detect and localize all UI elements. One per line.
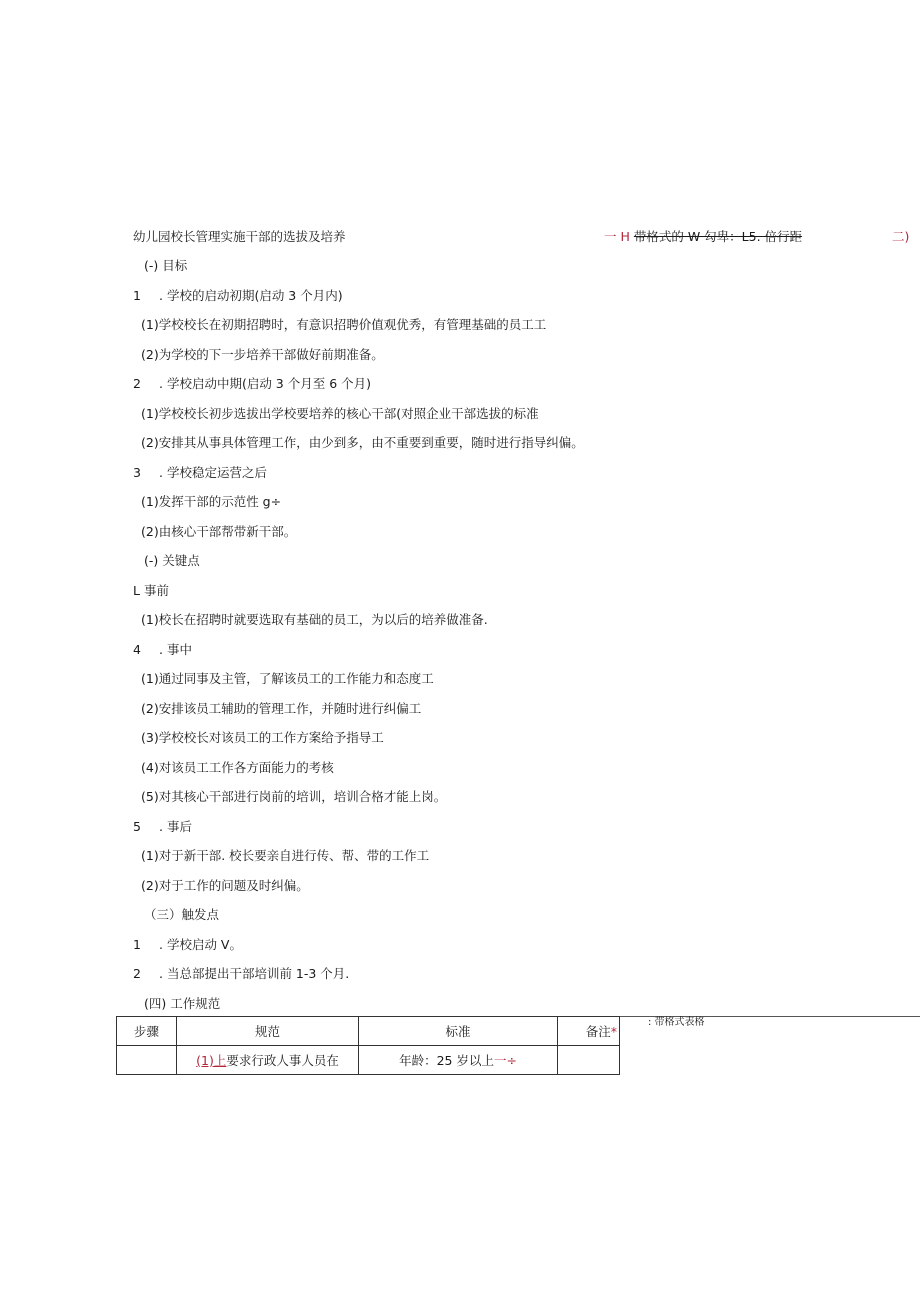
list-number: 3 — [133, 465, 141, 480]
line-text: . 当总部提出干部培训前 1-3 个月. — [159, 966, 350, 981]
cell-standard-text: 年龄：25 岁以上 — [399, 1053, 494, 1068]
cell-spec — [177, 1046, 359, 1075]
header-note-mark: * — [610, 1024, 617, 1039]
list-number: 4 — [133, 642, 141, 657]
body-line — [133, 966, 349, 982]
cell-spec-text: 要求行政人事人员在 — [226, 1053, 339, 1068]
header-note-label: 备注 — [585, 1024, 611, 1039]
header-note — [558, 1017, 620, 1046]
list-number: 2 — [133, 376, 141, 391]
body-line — [141, 671, 434, 687]
body-line — [133, 819, 192, 835]
line-text: . 事中 — [159, 642, 192, 657]
body-line — [141, 730, 384, 746]
line-text: . 学校的启动初期(启动 3 个月内) — [159, 288, 343, 303]
line-text: . 事后 — [159, 819, 192, 834]
list-number: 1 — [133, 288, 141, 303]
cell-standard — [359, 1046, 558, 1075]
body-line — [141, 406, 539, 422]
body-line — [141, 789, 446, 805]
line-text: (1)对于新干部. 校长要亲自进行传、帮、带的工作工 — [141, 848, 430, 863]
line-text: (1)发挥干部的示范性 g÷ — [141, 494, 282, 509]
line-text: (2)安排该员工辅助的管理工作，并随时进行纠偏工 — [141, 701, 422, 716]
line-text: . 学校启动 V。 — [159, 937, 242, 952]
list-number: 2 — [133, 966, 141, 981]
body-line — [141, 435, 584, 451]
body-line — [133, 288, 343, 304]
body-line — [141, 878, 309, 894]
body-line — [144, 553, 200, 569]
line-text: （三）触发点 — [144, 907, 220, 922]
line-text: . 学校启动中期(启动 3 个月至 6 个月) — [159, 376, 372, 391]
body-line — [141, 760, 334, 776]
body-line — [144, 996, 220, 1012]
cell-step — [117, 1046, 177, 1075]
line-text: (1)校长在招聘时就要选取有基础的员工，为以后的培养做准备. — [141, 612, 488, 627]
revision-prefix: 一 H — [604, 229, 630, 244]
body-line — [141, 848, 429, 864]
body-line — [133, 465, 267, 481]
line-text: (四) 工作规范 — [144, 996, 221, 1011]
body-line — [141, 317, 546, 333]
document-title: 幼儿园校长管理实施干部的选拔及培养 — [133, 229, 346, 244]
body-line — [133, 937, 242, 953]
cell-spec-prefix: (1)上 — [196, 1053, 227, 1068]
table-row — [117, 1046, 620, 1075]
line-text: (-) 目标 — [144, 258, 188, 273]
line-text: (2)由核心干部帮带新干部。 — [141, 524, 297, 539]
line-text: (3)学校校长对该员工的工作方案给予指导工 — [141, 730, 384, 745]
body-line — [133, 376, 371, 392]
line-text: (5)对其核心干部进行岗前的培训，培训合格才能上岗。 — [141, 789, 447, 804]
line-text: . 学校稳定运营之后 — [159, 465, 267, 480]
header-step: 步骤 — [117, 1017, 177, 1046]
body-line — [141, 524, 296, 540]
list-number: 5 — [133, 819, 141, 834]
body-line — [141, 494, 281, 510]
body-line — [144, 907, 219, 923]
line-text: (1)学校校长在初期招聘时，有意识招聘价值观优秀，有管理基础的员工工 — [141, 317, 547, 332]
revision-mark-format — [604, 229, 802, 245]
body-line — [133, 583, 169, 599]
table-header-row — [117, 1017, 620, 1046]
work-spec-table — [116, 1016, 620, 1075]
line-text: (2)安排其从事具体管理工作，由少到多，由不重要到重要，随时进行指导纠偏。 — [141, 435, 584, 450]
header-standard: 标准 — [359, 1017, 558, 1046]
table-format-note: : 带格式表格 — [648, 1017, 705, 1028]
body-line — [141, 701, 421, 717]
cell-standard-mark: 一÷ — [493, 1053, 517, 1068]
body-line — [144, 258, 187, 274]
line-text: (1)通过同事及主管，了解该员工的工作能力和态度工 — [141, 671, 434, 686]
list-number: 1 — [133, 937, 141, 952]
line-text: (2)对于工作的问题及时纠偏。 — [141, 878, 309, 893]
line-text: (-) 关键点 — [144, 553, 200, 568]
revision-struck-text: 带格式的 W 勾卑：L5. 倍行距 — [633, 229, 803, 244]
revision-corner-mark: 二) — [892, 229, 910, 244]
line-text: (1)学校校长初步选拔出学校要培养的核心干部(对照企业干部选拔的标准 — [141, 406, 539, 421]
body-line — [141, 612, 488, 628]
line-text: (4)对该员工工作各方面能力的考核 — [141, 760, 334, 775]
line-text: L 事前 — [133, 583, 169, 598]
cell-note — [558, 1046, 620, 1075]
body-line — [133, 642, 192, 658]
header-spec: 规范 — [177, 1017, 359, 1046]
line-text: (2)为学校的下一步培养干部做好前期准备。 — [141, 347, 384, 362]
body-line — [141, 347, 384, 363]
